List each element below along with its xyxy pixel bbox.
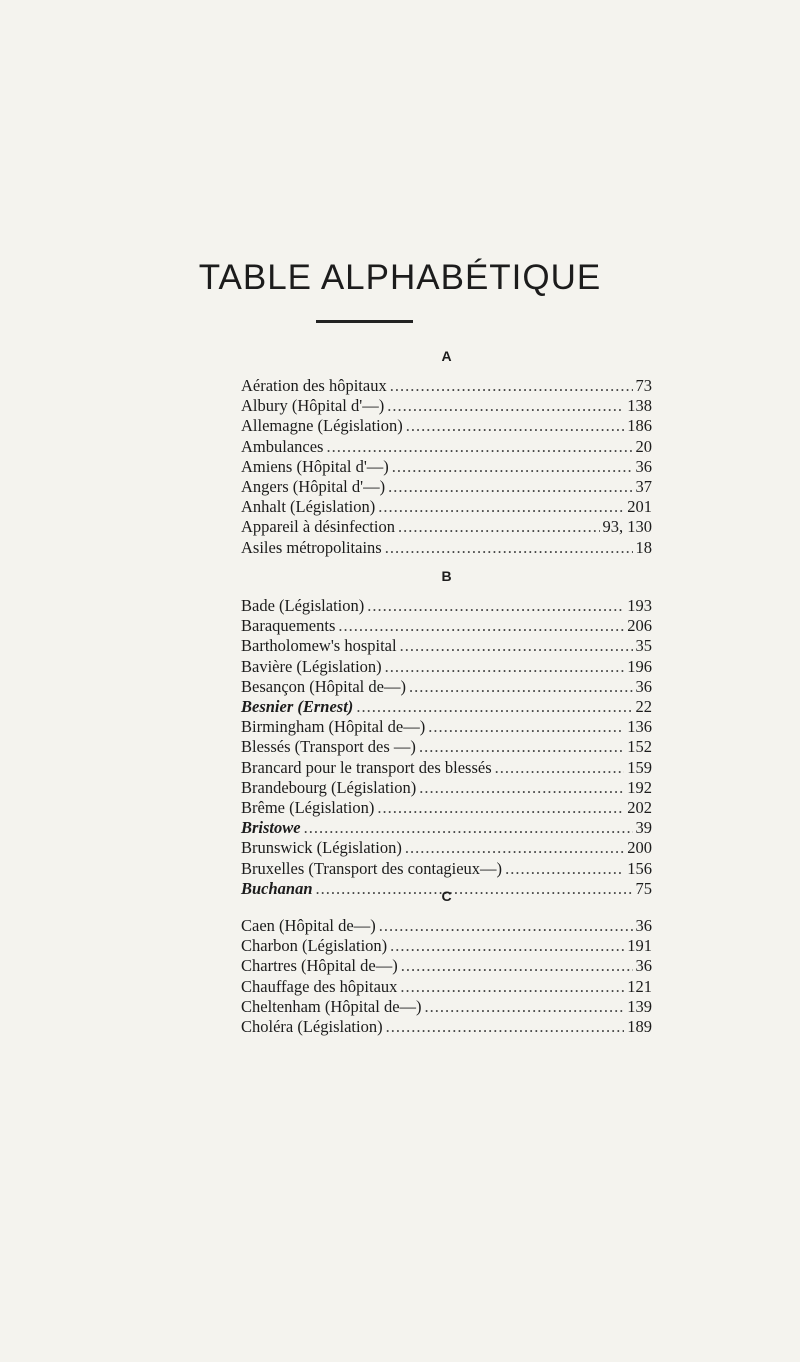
dot-leader bbox=[338, 616, 624, 636]
entry-page-number: 138 bbox=[627, 396, 652, 416]
dot-leader bbox=[378, 497, 624, 517]
entry-label: Amiens (Hôpital d'—) bbox=[241, 456, 389, 476]
index-entry bbox=[241, 477, 652, 497]
entry-page-number: 206 bbox=[627, 616, 652, 636]
index-entry bbox=[241, 376, 652, 396]
entry-label: Charbon (Législation) bbox=[241, 936, 388, 956]
entry-page-number: 36 bbox=[635, 676, 652, 696]
dot-leader bbox=[326, 437, 632, 457]
index-entry bbox=[241, 859, 652, 879]
entry-label: Bavière (Législation) bbox=[241, 656, 382, 676]
entry-label: Ambulances bbox=[241, 436, 324, 456]
entry-label: Buchanan bbox=[241, 878, 313, 898]
index-entry bbox=[241, 416, 652, 436]
section-letter: C bbox=[441, 888, 452, 904]
entry-label: Bade (Législation) bbox=[241, 596, 365, 615]
entry-label: Bartholomew's hospital bbox=[241, 636, 397, 656]
entry-label: Choléra (Législation) bbox=[241, 1017, 383, 1036]
entry-page-number: 22 bbox=[635, 697, 652, 716]
entry-page-number: 93, 130 bbox=[602, 517, 652, 537]
entry-label: Besançon (Hôpital de—) bbox=[241, 676, 406, 696]
dot-leader bbox=[405, 838, 624, 858]
page-title: TABLE ALPHABÉTIQUE bbox=[198, 258, 602, 297]
entry-page-number: 36 bbox=[635, 456, 652, 476]
entry-page-number: 196 bbox=[627, 656, 652, 676]
dot-leader bbox=[386, 1017, 625, 1037]
dot-leader bbox=[304, 818, 633, 838]
index-entry bbox=[241, 1017, 652, 1037]
dot-leader bbox=[356, 697, 632, 717]
entry-label: Brandebourg (Législation) bbox=[241, 777, 417, 797]
dot-leader bbox=[392, 457, 633, 477]
dot-leader bbox=[377, 798, 624, 818]
entry-page-number: 18 bbox=[635, 537, 652, 557]
index-entry bbox=[241, 437, 652, 457]
entry-label: Brême (Législation) bbox=[241, 798, 375, 817]
index-entry bbox=[241, 677, 652, 697]
entry-page-number: 121 bbox=[627, 976, 652, 996]
entry-label: Brancard pour le transport des blessés bbox=[241, 757, 492, 777]
entry-label: Bristowe bbox=[241, 818, 301, 838]
index-entry bbox=[241, 936, 652, 956]
dot-leader bbox=[406, 416, 625, 436]
title-rule bbox=[316, 320, 413, 323]
index-entry bbox=[241, 538, 652, 558]
dot-leader bbox=[390, 936, 624, 956]
entry-label: Caen (Hôpital de—) bbox=[241, 916, 376, 935]
entry-page-number: 36 bbox=[635, 956, 652, 976]
dot-leader bbox=[425, 997, 625, 1017]
index-entry bbox=[241, 657, 652, 677]
entry-label: Birmingham (Hôpital de—) bbox=[241, 717, 426, 737]
dot-leader bbox=[400, 977, 624, 997]
dot-leader bbox=[409, 677, 633, 697]
index-entry bbox=[241, 517, 652, 537]
dot-leader bbox=[428, 717, 624, 737]
index-entry bbox=[241, 838, 652, 858]
entry-page-number: 193 bbox=[627, 596, 652, 615]
entry-label: Allemagne (Législation) bbox=[241, 416, 403, 436]
entry-page-number: 35 bbox=[635, 636, 652, 656]
entry-label: Bruxelles (Transport des contagieux—) bbox=[241, 858, 503, 878]
index-entry bbox=[241, 737, 652, 757]
entry-page-number: 202 bbox=[627, 798, 652, 817]
dot-leader bbox=[385, 538, 633, 558]
entry-page-number: 20 bbox=[635, 436, 652, 456]
entry-page-number: 186 bbox=[627, 416, 652, 436]
index-entry bbox=[241, 697, 652, 717]
dot-leader bbox=[385, 657, 625, 677]
index-entry bbox=[241, 916, 652, 936]
index-entry bbox=[241, 457, 652, 477]
entry-page-number: 152 bbox=[627, 737, 652, 757]
index-entry bbox=[241, 977, 652, 997]
entry-page-number: 189 bbox=[627, 1017, 652, 1036]
dot-leader bbox=[379, 916, 633, 936]
index-entry bbox=[241, 798, 652, 818]
entry-page-number: 39 bbox=[635, 818, 652, 838]
dot-leader bbox=[390, 376, 633, 396]
entry-page-number: 75 bbox=[635, 878, 652, 898]
entry-label: Cheltenham (Hôpital de—) bbox=[241, 996, 422, 1016]
entry-label: Baraquements bbox=[241, 616, 336, 636]
dot-leader bbox=[398, 517, 600, 537]
entry-page-number: 159 bbox=[627, 757, 652, 777]
index-entry bbox=[241, 616, 652, 636]
section-letter: B bbox=[441, 568, 452, 584]
entry-label: Besnier (Ernest) bbox=[241, 697, 354, 716]
index-entry bbox=[241, 596, 652, 616]
dot-leader bbox=[419, 778, 624, 798]
entry-page-number: 73 bbox=[635, 376, 652, 395]
entry-page-number: 136 bbox=[627, 717, 652, 737]
index-entry bbox=[241, 717, 652, 737]
dot-leader bbox=[367, 596, 624, 616]
index-entry bbox=[241, 956, 652, 976]
entry-page-number: 200 bbox=[627, 838, 652, 858]
entry-page-number: 191 bbox=[627, 936, 652, 956]
index-entry bbox=[241, 758, 652, 778]
entry-page-number: 156 bbox=[627, 858, 652, 878]
index-entry bbox=[241, 636, 652, 656]
dot-leader bbox=[400, 636, 633, 656]
entry-label: Anhalt (Législation) bbox=[241, 497, 376, 517]
entry-page-number: 201 bbox=[627, 497, 652, 517]
index-entry bbox=[241, 997, 652, 1017]
dot-leader bbox=[419, 737, 624, 757]
dot-leader bbox=[387, 396, 624, 416]
entry-page-number: 192 bbox=[627, 777, 652, 797]
entry-page-number: 36 bbox=[635, 916, 652, 935]
entry-label: Chartres (Hôpital de—) bbox=[241, 956, 398, 976]
entry-page-number: 37 bbox=[635, 477, 652, 496]
index-entry bbox=[241, 396, 652, 416]
entry-label: Appareil à désinfection bbox=[241, 517, 395, 537]
index-entry bbox=[241, 778, 652, 798]
dot-leader bbox=[401, 956, 633, 976]
dot-leader bbox=[505, 859, 624, 879]
entry-label: Angers (Hôpital d'—) bbox=[241, 477, 386, 496]
entry-label: Brunswick (Législation) bbox=[241, 838, 402, 858]
entry-label: Blessés (Transport des —) bbox=[241, 737, 416, 757]
dot-leader bbox=[388, 477, 632, 497]
entry-label: Chauffage des hôpitaux bbox=[241, 976, 398, 996]
entry-page-number: 139 bbox=[627, 996, 652, 1016]
entry-label: Albury (Hôpital d'—) bbox=[241, 396, 385, 416]
index-entry bbox=[241, 497, 652, 517]
dot-leader bbox=[495, 758, 625, 778]
section-letter: A bbox=[441, 348, 452, 364]
index-entry bbox=[241, 818, 652, 838]
entry-label: Aération des hôpitaux bbox=[241, 376, 387, 395]
entry-label: Asiles métropolitains bbox=[241, 537, 382, 557]
